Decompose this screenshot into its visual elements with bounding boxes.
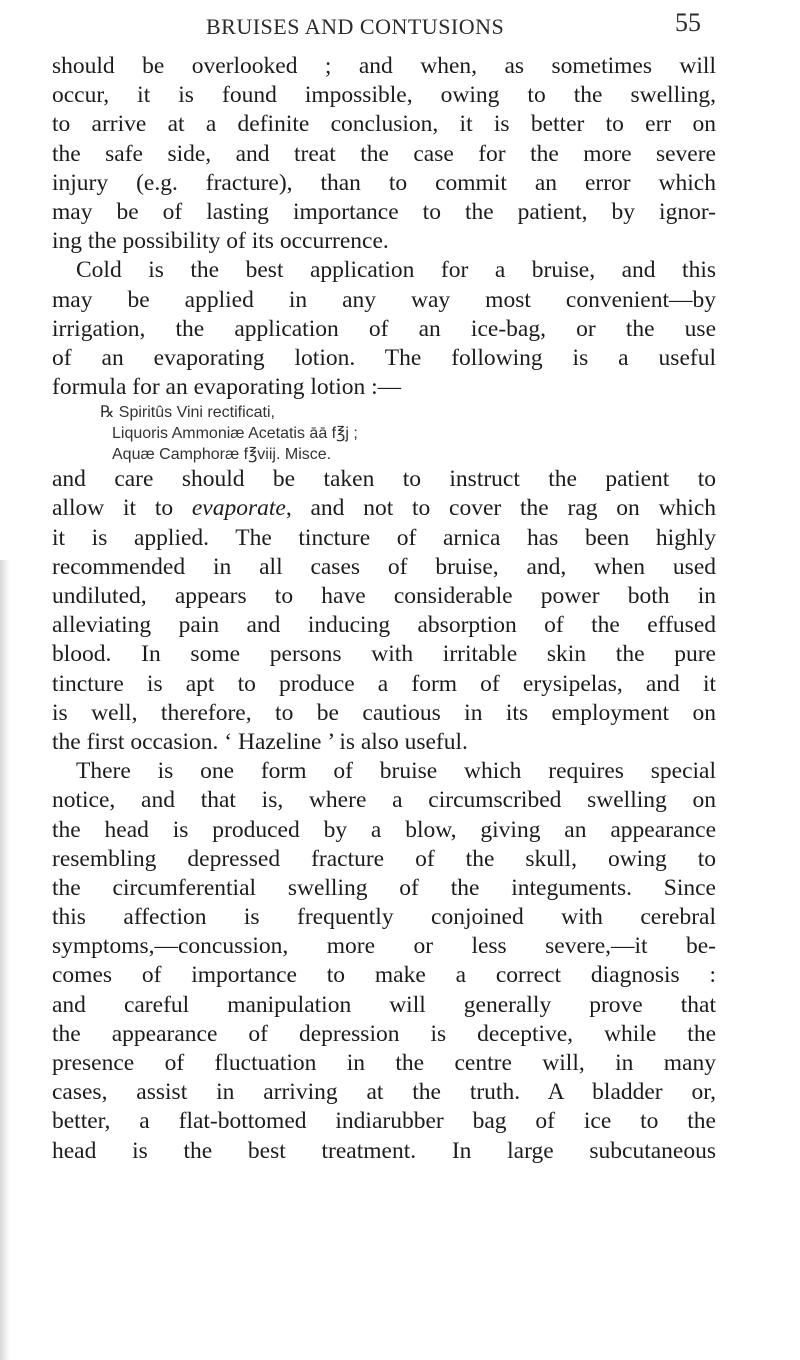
text-line: symptoms,—concussion, more or less severe,—it be- bbox=[52, 933, 716, 960]
page-number: 55 bbox=[675, 8, 701, 37]
text-line: alleviating pain and inducing absorption of the effused bbox=[52, 612, 716, 639]
text-line: may be applied in any way most convenient—by bbox=[52, 286, 716, 313]
text-line: There is one form of bruise which requires special bbox=[76, 758, 716, 785]
text-line: occur, it is found impossible, owing to the swelling, bbox=[52, 82, 716, 109]
prescription-formula bbox=[52, 402, 716, 465]
text-line: the first occasion. ‘ Hazeline ’ is also useful. bbox=[52, 728, 468, 755]
text-line: the circumferential swelling of the integuments. Since bbox=[52, 874, 716, 901]
text-line: formula for an evaporating lotion :— bbox=[52, 374, 402, 401]
text-line: recommended in all cases of bruise, and, when used bbox=[52, 553, 716, 580]
text-line: notice, and that is, where a circumscribed swelling on bbox=[52, 787, 716, 814]
text-line: may be of lasting importance to the patient, by ignor- bbox=[52, 198, 716, 225]
text-line bbox=[52, 494, 716, 523]
formula-line: ℞ Spiritûs Vini rectificati, bbox=[100, 404, 275, 422]
text-line bbox=[52, 169, 716, 198]
text-segment: allow it to bbox=[52, 495, 192, 522]
paragraph-3 bbox=[52, 465, 716, 757]
text-line: the safe side, and treat the case for the more severe bbox=[52, 140, 716, 167]
text-line: to arrive at a definite conclusion, it is better to err on bbox=[52, 111, 716, 138]
text-line: undiluted, appears to have considerable power both in bbox=[52, 583, 716, 609]
body-text bbox=[52, 52, 716, 1166]
text-line: and careful manipulation will generally prove that bbox=[52, 991, 716, 1018]
text-line: Cold is the best application for a bruise, and this bbox=[76, 257, 716, 284]
text-line: presence of fluctuation in the centre will, in many bbox=[52, 1050, 716, 1076]
paragraph-1 bbox=[52, 52, 716, 256]
text-segment: , and not to cover the rag on which bbox=[285, 495, 716, 522]
text-line: better, a flat-bottomed indiarubber bag of ice to the bbox=[52, 1108, 716, 1135]
text-line: resembling depressed fracture of the skull, owing to bbox=[52, 845, 716, 872]
text-line: cases, assist in arriving at the truth. A bladder or, bbox=[52, 1079, 716, 1106]
text-line: it is applied. The tincture of arnica has been highly bbox=[52, 524, 716, 551]
text-line: the appearance of depression is deceptive, while the bbox=[52, 1020, 716, 1047]
running-head: BRUISES AND CONTUSIONS bbox=[206, 14, 505, 39]
paragraph-4 bbox=[52, 757, 716, 1166]
text-line: the head is produced by a blow, giving an appearance bbox=[52, 816, 716, 843]
text-line: head is the best treatment. In large subcutaneous bbox=[52, 1137, 716, 1164]
paragraph-2 bbox=[52, 256, 716, 402]
text-line: and care should be taken to instruct the patient to bbox=[52, 466, 716, 493]
text-line: should be overlooked ; and when, as sometimes will bbox=[52, 53, 716, 79]
page-header bbox=[0, 6, 800, 46]
italic-word: evaporate bbox=[191, 495, 286, 522]
text-line: this affection is frequently conjoined with cerebral bbox=[52, 904, 716, 931]
text-line: tincture is apt to produce a form of erysipelas, and it bbox=[52, 670, 716, 697]
text-line: of an evaporating lotion. The following is a useful bbox=[52, 344, 716, 371]
text-line-content: injury (e.g. fracture), than to commit an error which bbox=[52, 169, 716, 196]
formula-line: Liquoris Ammoniæ Acetatis āā f℥j ; bbox=[112, 425, 358, 443]
text-line: is well, therefore, to be cautious in its employment on bbox=[52, 699, 716, 726]
formula-line: Aquæ Camphoræ f℥viij. Misce. bbox=[112, 446, 332, 464]
text-line: blood. In some persons with irritable skin the pure bbox=[52, 641, 716, 668]
text-line: comes of importance to make a correct diagnosis : bbox=[52, 962, 716, 989]
page-edge-shadow bbox=[0, 560, 10, 1360]
text-line: irrigation, the application of an ice-bag, or the use bbox=[52, 315, 716, 342]
text-line: ing the possibility of its occurrence. bbox=[52, 228, 389, 255]
